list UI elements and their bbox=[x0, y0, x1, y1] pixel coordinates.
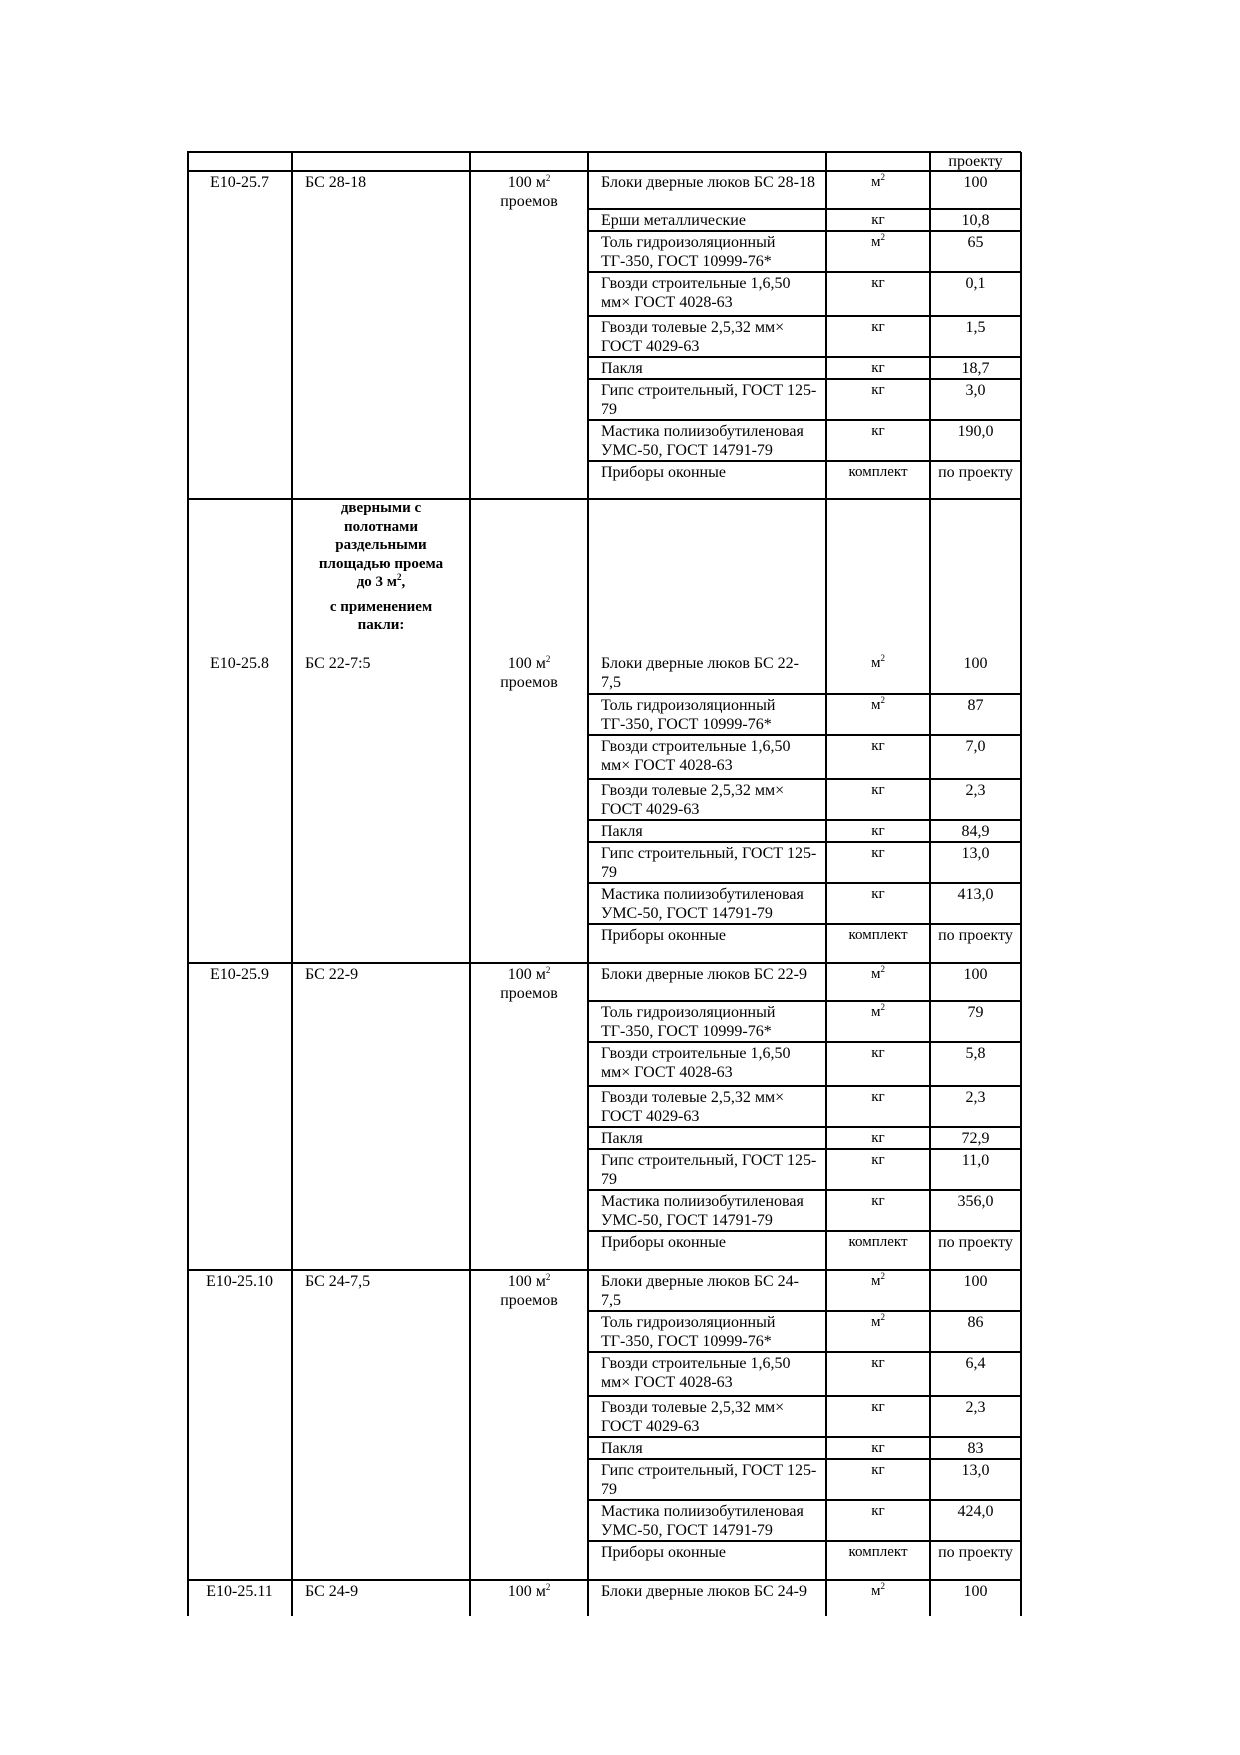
material-unit bbox=[826, 1437, 930, 1459]
material-unit-text: кг bbox=[871, 1440, 885, 1456]
material-qty-text: 3,0 bbox=[965, 382, 986, 399]
material-unit-text: м bbox=[871, 697, 881, 713]
material-qty-text: по проекту bbox=[938, 927, 1013, 944]
material-name bbox=[588, 1127, 826, 1149]
material-qty bbox=[930, 924, 1021, 963]
material-name bbox=[588, 1311, 826, 1352]
material-name-text: Гвозди строительные 1,6,50 мм× ГОСТ 4028-63 bbox=[601, 1045, 791, 1081]
column-divider bbox=[291, 152, 293, 1616]
material-unit bbox=[826, 820, 930, 842]
norm-code-text: Е10-25.11 bbox=[206, 1583, 273, 1600]
material-qty-text: 100 bbox=[963, 966, 988, 983]
column-divider bbox=[187, 152, 189, 1616]
material-name-text: Пакля bbox=[601, 823, 643, 840]
material-name bbox=[588, 924, 826, 963]
material-name bbox=[588, 231, 826, 272]
material-name-text: Мастика полиизобутиленовая УМС-50, ГОСТ 14791-79 bbox=[601, 1503, 804, 1539]
material-unit-text: кг bbox=[871, 1462, 885, 1478]
material-unit bbox=[826, 652, 930, 694]
material-qty bbox=[930, 1127, 1021, 1149]
heading-line: до 3 м bbox=[356, 574, 398, 590]
material-name bbox=[588, 1500, 826, 1541]
superscript: 2 bbox=[880, 1581, 885, 1591]
material-qty-text: 7,0 bbox=[965, 738, 986, 755]
material-unit bbox=[826, 1149, 930, 1190]
material-qty-text: 84,9 bbox=[961, 823, 990, 840]
material-name-text: Приборы оконные bbox=[601, 464, 726, 481]
material-qty-text: 11,0 bbox=[961, 1152, 990, 1169]
material-qty bbox=[930, 1352, 1021, 1396]
material-qty bbox=[930, 316, 1021, 357]
material-name bbox=[588, 272, 826, 316]
material-unit-text: м bbox=[871, 174, 881, 190]
brand-cell bbox=[292, 1270, 470, 1310]
material-unit bbox=[826, 694, 930, 735]
material-name-text: Блоки дверные люков БС 24-9 bbox=[601, 1583, 807, 1600]
material-name-text: Блоки дверные люков БС 24-7,5 bbox=[601, 1273, 799, 1309]
material-name bbox=[588, 1042, 826, 1086]
material-unit bbox=[826, 1459, 930, 1500]
material-unit-text: м bbox=[871, 1583, 881, 1599]
material-qty-text: 72,9 bbox=[961, 1130, 990, 1147]
norm-code bbox=[187, 963, 292, 1003]
material-name-text: Блоки дверные люков БС 22-7,5 bbox=[601, 655, 799, 691]
material-unit bbox=[826, 1396, 930, 1437]
material-name-text: Гвозди толевые 2,5,32 мм× ГОСТ 4029-63 bbox=[601, 1399, 785, 1435]
material-unit-text: м bbox=[871, 234, 881, 250]
material-name-text: Гипс строительный, ГОСТ 125-79 bbox=[601, 845, 817, 881]
unit-cell-text: 100 м bbox=[507, 174, 546, 191]
material-unit bbox=[826, 963, 930, 1001]
material-unit bbox=[826, 1541, 930, 1580]
material-unit bbox=[826, 1086, 930, 1127]
material-unit-text: кг bbox=[871, 275, 885, 291]
material-name bbox=[588, 1352, 826, 1396]
material-unit bbox=[826, 779, 930, 820]
material-qty bbox=[930, 272, 1021, 316]
material-name-text: Гвозди толевые 2,5,32 мм× ГОСТ 4029-63 bbox=[601, 782, 785, 818]
material-name bbox=[588, 842, 826, 883]
column-divider bbox=[469, 152, 471, 1616]
material-qty bbox=[930, 883, 1021, 924]
materials-table bbox=[187, 152, 1021, 1616]
norm-code-text: Е10-25.7 bbox=[209, 174, 270, 191]
material-name-text: Приборы оконные bbox=[601, 1544, 726, 1561]
brand-cell bbox=[292, 963, 470, 1003]
material-unit-text: комплект bbox=[848, 1234, 908, 1250]
unit-cell-subtext: проемов bbox=[500, 1292, 558, 1309]
material-unit-text: м bbox=[871, 1004, 881, 1020]
material-unit bbox=[826, 379, 930, 420]
material-unit-text: кг bbox=[871, 738, 885, 754]
material-unit-text: кг bbox=[871, 319, 885, 335]
material-name bbox=[588, 779, 826, 820]
material-name bbox=[588, 1541, 826, 1580]
material-unit bbox=[826, 1311, 930, 1352]
material-unit bbox=[826, 1270, 930, 1311]
heading-line: площадью проема bbox=[318, 555, 444, 572]
material-qty bbox=[930, 694, 1021, 735]
material-unit bbox=[826, 1500, 930, 1541]
norm-code bbox=[187, 1270, 292, 1310]
superscript: 2 bbox=[880, 1002, 885, 1012]
material-qty bbox=[930, 420, 1021, 461]
table-row bbox=[187, 152, 1021, 171]
brand-cell-text: БС 22-9 bbox=[305, 966, 359, 983]
material-unit-text: комплект bbox=[848, 927, 908, 943]
material-name bbox=[588, 883, 826, 924]
material-qty bbox=[930, 209, 1021, 231]
superscript: 2 bbox=[880, 1312, 885, 1322]
material-name bbox=[588, 1149, 826, 1190]
material-qty bbox=[930, 1149, 1021, 1190]
material-unit bbox=[826, 231, 930, 272]
unit-cell-subtext: проемов bbox=[500, 193, 558, 210]
material-qty-text: 79 bbox=[967, 1004, 984, 1021]
unit-cell bbox=[470, 963, 588, 1003]
material-name bbox=[588, 963, 826, 1001]
material-unit bbox=[826, 735, 930, 779]
material-name-text: Ерши металлические bbox=[601, 212, 746, 229]
material-name-text: Приборы оконные bbox=[601, 1234, 726, 1251]
unit-cell bbox=[470, 1580, 588, 1620]
superscript: 2 bbox=[880, 172, 885, 182]
material-name-text: Приборы оконные bbox=[601, 927, 726, 944]
material-qty bbox=[930, 1190, 1021, 1231]
material-qty bbox=[930, 820, 1021, 842]
material-name bbox=[588, 1396, 826, 1437]
material-name bbox=[588, 1270, 826, 1311]
material-qty bbox=[930, 231, 1021, 272]
material-unit-text: кг bbox=[871, 845, 885, 861]
material-qty bbox=[930, 171, 1021, 209]
section-heading bbox=[292, 499, 470, 635]
material-name bbox=[588, 820, 826, 842]
material-qty-text: 190,0 bbox=[957, 423, 994, 440]
material-qty-text: 424,0 bbox=[957, 1503, 994, 1520]
material-unit-text: м bbox=[871, 1314, 881, 1330]
material-name-text: Толь гидроизоляционный ТГ-350, ГОСТ 10999-76* bbox=[601, 234, 776, 270]
material-qty-text: 100 bbox=[963, 1273, 988, 1290]
unit-cell-subtext: проемов bbox=[500, 674, 558, 691]
unit-cell-text: 100 м bbox=[507, 1583, 546, 1600]
material-qty-text: 5,8 bbox=[965, 1045, 986, 1062]
superscript: 2 bbox=[397, 572, 402, 582]
material-name-text: Пакля bbox=[601, 1130, 643, 1147]
material-qty bbox=[930, 842, 1021, 883]
material-name bbox=[588, 694, 826, 735]
material-name-text: Гипс строительный, ГОСТ 125-79 bbox=[601, 382, 817, 418]
material-qty-text: 100 bbox=[963, 174, 988, 191]
material-name bbox=[588, 420, 826, 461]
material-unit bbox=[826, 357, 930, 379]
material-name bbox=[588, 171, 826, 209]
heading-line: с применением bbox=[329, 598, 433, 615]
material-name-text: Мастика полиизобутиленовая УМС-50, ГОСТ 14791-79 bbox=[601, 1193, 804, 1229]
material-unit-text: кг bbox=[871, 886, 885, 902]
material-unit-text: кг bbox=[871, 1152, 885, 1168]
material-name-text: Гвозди строительные 1,6,50 мм× ГОСТ 4028-63 bbox=[601, 275, 791, 311]
unit-cell bbox=[470, 1270, 588, 1310]
material-unit bbox=[826, 1190, 930, 1231]
material-unit-text: комплект bbox=[848, 464, 908, 480]
brand-cell-text: БС 24-7,5 bbox=[305, 1273, 371, 1290]
material-qty-text: 65 bbox=[967, 234, 984, 251]
material-qty bbox=[930, 1270, 1021, 1311]
material-name-text: Мастика полиизобутиленовая УМС-50, ГОСТ 14791-79 bbox=[601, 886, 804, 922]
norm-code bbox=[187, 652, 292, 692]
norm-code-text: Е10-25.9 bbox=[209, 966, 270, 983]
material-name-text: Толь гидроизоляционный ТГ-350, ГОСТ 10999-76* bbox=[601, 1314, 776, 1350]
brand-cell-text: БС 24-9 bbox=[305, 1583, 359, 1600]
material-qty bbox=[930, 963, 1021, 1001]
material-name bbox=[588, 1580, 826, 1598]
superscript: 2 bbox=[545, 1582, 551, 1592]
norm-code bbox=[187, 1580, 292, 1620]
material-qty-text: 13,0 bbox=[961, 1462, 990, 1479]
material-qty bbox=[930, 1580, 1021, 1598]
material-unit bbox=[826, 316, 930, 357]
brand-cell bbox=[292, 652, 470, 692]
material-name-text: Гипс строительный, ГОСТ 125-79 bbox=[601, 1152, 817, 1188]
material-name bbox=[588, 357, 826, 379]
material-qty-text: 6,4 bbox=[965, 1355, 986, 1372]
material-qty bbox=[930, 1541, 1021, 1580]
material-name-text: Блоки дверные люков БС 28-18 bbox=[601, 174, 815, 191]
material-name bbox=[588, 1437, 826, 1459]
material-qty bbox=[930, 1500, 1021, 1541]
heading-line: дверными с bbox=[340, 500, 422, 516]
superscript: 2 bbox=[880, 232, 885, 242]
material-qty bbox=[930, 461, 1021, 500]
material-name bbox=[588, 461, 826, 500]
material-name-text: Гвозди строительные 1,6,50 мм× ГОСТ 4028-63 bbox=[601, 1355, 791, 1391]
unit-cell-text: 100 м bbox=[507, 655, 546, 672]
material-qty bbox=[930, 1086, 1021, 1127]
material-name-text: Пакля bbox=[601, 1440, 643, 1457]
material-name-text: Гипс строительный, ГОСТ 125-79 bbox=[601, 1462, 817, 1498]
material-unit-text: кг bbox=[871, 1130, 885, 1146]
material-name-text: Мастика полиизобутиленовая УМС-50, ГОСТ 14791-79 bbox=[601, 423, 804, 459]
material-unit-text: м bbox=[871, 966, 881, 982]
material-unit bbox=[826, 924, 930, 963]
material-qty bbox=[930, 1437, 1021, 1459]
superscript: 2 bbox=[880, 695, 885, 705]
material-qty-text: 10,8 bbox=[961, 212, 990, 229]
material-unit bbox=[826, 1580, 930, 1598]
heading-punct: , bbox=[401, 574, 406, 590]
material-qty bbox=[930, 1459, 1021, 1500]
unit-cell-subtext: проемов bbox=[500, 985, 558, 1002]
superscript: 2 bbox=[880, 964, 885, 974]
norm-code bbox=[187, 171, 292, 211]
material-qty-text: по проекту bbox=[938, 1234, 1013, 1251]
material-unit bbox=[826, 883, 930, 924]
unit-cell-text: 100 м bbox=[507, 1273, 546, 1290]
material-unit bbox=[826, 1352, 930, 1396]
material-name bbox=[588, 209, 826, 231]
material-qty bbox=[930, 779, 1021, 820]
material-unit-text: кг bbox=[871, 782, 885, 798]
material-qty bbox=[930, 1042, 1021, 1086]
material-name-text: Гвозди толевые 2,5,32 мм× ГОСТ 4029-63 bbox=[601, 1089, 785, 1125]
superscript: 2 bbox=[545, 965, 551, 975]
material-unit bbox=[826, 209, 930, 231]
brand-cell bbox=[292, 1580, 470, 1620]
superscript: 2 bbox=[545, 654, 551, 664]
unit-cell bbox=[470, 171, 588, 211]
qty-cell: проекту bbox=[948, 153, 1003, 170]
material-qty bbox=[930, 357, 1021, 379]
material-qty-text: 87 bbox=[967, 697, 984, 714]
material-unit bbox=[826, 1127, 930, 1149]
material-name-text: Толь гидроизоляционный ТГ-350, ГОСТ 10999-76* bbox=[601, 1004, 776, 1040]
material-unit bbox=[826, 842, 930, 883]
material-qty-text: по проекту bbox=[938, 1544, 1013, 1561]
material-name bbox=[588, 1190, 826, 1231]
material-name-text: Толь гидроизоляционный ТГ-350, ГОСТ 10999-76* bbox=[601, 697, 776, 733]
brand-cell-text: БС 28-18 bbox=[305, 174, 367, 191]
material-name bbox=[588, 1459, 826, 1500]
heading-line: полотнами bbox=[343, 518, 419, 535]
material-qty bbox=[930, 1231, 1021, 1270]
material-unit-text: м bbox=[871, 655, 881, 671]
material-name bbox=[588, 735, 826, 779]
material-unit-text: кг bbox=[871, 823, 885, 839]
norm-code-text: Е10-25.10 bbox=[205, 1273, 274, 1290]
material-unit bbox=[826, 420, 930, 461]
material-qty bbox=[930, 1311, 1021, 1352]
material-qty-text: 100 bbox=[963, 1583, 988, 1600]
brand-cell bbox=[292, 171, 470, 211]
superscript: 2 bbox=[880, 1271, 885, 1281]
material-unit-text: кг bbox=[871, 1045, 885, 1061]
material-qty bbox=[930, 1001, 1021, 1042]
row-divider bbox=[187, 151, 1021, 153]
material-qty-text: 2,3 bbox=[965, 782, 986, 799]
material-qty-text: 83 bbox=[967, 1440, 984, 1457]
material-name bbox=[588, 316, 826, 357]
material-name-text: Пакля bbox=[601, 360, 643, 377]
material-name bbox=[588, 652, 826, 694]
material-qty-text: по проекту bbox=[938, 464, 1013, 481]
material-qty-text: 1,5 bbox=[965, 319, 986, 336]
unit-cell-text: 100 м bbox=[507, 966, 546, 983]
unit-cell bbox=[470, 652, 588, 692]
material-unit bbox=[826, 171, 930, 209]
material-qty bbox=[930, 1396, 1021, 1437]
material-qty bbox=[930, 379, 1021, 420]
material-qty bbox=[930, 735, 1021, 779]
brand-cell-text: БС 22-7:5 bbox=[305, 655, 371, 672]
material-qty-text: 86 bbox=[967, 1314, 984, 1331]
material-qty-text: 2,3 bbox=[965, 1089, 986, 1106]
heading-line: раздельными bbox=[335, 537, 427, 553]
material-unit-text: кг bbox=[871, 1193, 885, 1209]
material-qty-text: 356,0 bbox=[957, 1193, 994, 1210]
heading-line: пакли: bbox=[357, 617, 405, 633]
material-qty bbox=[930, 652, 1021, 694]
material-unit-text: кг bbox=[871, 423, 885, 439]
material-qty-text: 2,3 bbox=[965, 1399, 986, 1416]
material-qty-text: 100 bbox=[963, 655, 988, 672]
material-qty-text: 13,0 bbox=[961, 845, 990, 862]
material-unit-text: кг bbox=[871, 1355, 885, 1371]
material-unit bbox=[826, 1042, 930, 1086]
material-name bbox=[588, 1001, 826, 1042]
material-unit bbox=[826, 461, 930, 500]
material-qty-text: 18,7 bbox=[961, 360, 990, 377]
norm-code-text: Е10-25.8 bbox=[209, 655, 270, 672]
material-unit bbox=[826, 1231, 930, 1270]
material-unit-text: кг bbox=[871, 1503, 885, 1519]
material-unit-text: м bbox=[871, 1273, 881, 1289]
material-unit-text: кг bbox=[871, 1089, 885, 1105]
material-name bbox=[588, 379, 826, 420]
material-unit bbox=[826, 1001, 930, 1042]
superscript: 2 bbox=[545, 1272, 551, 1282]
material-unit-text: кг bbox=[871, 1399, 885, 1415]
material-name-text: Гвозди толевые 2,5,32 мм× ГОСТ 4029-63 bbox=[601, 319, 785, 355]
material-unit-text: кг bbox=[871, 360, 885, 376]
material-name-text: Блоки дверные люков БС 22-9 bbox=[601, 966, 807, 983]
material-unit-text: кг bbox=[871, 382, 885, 398]
material-name bbox=[588, 1231, 826, 1270]
superscript: 2 bbox=[880, 653, 885, 663]
material-qty-text: 413,0 bbox=[957, 886, 994, 903]
superscript: 2 bbox=[545, 173, 551, 183]
material-unit-text: кг bbox=[871, 212, 885, 228]
material-name-text: Гвозди строительные 1,6,50 мм× ГОСТ 4028-63 bbox=[601, 738, 791, 774]
material-name bbox=[588, 1086, 826, 1127]
material-unit bbox=[826, 272, 930, 316]
material-unit-text: комплект bbox=[848, 1544, 908, 1560]
material-qty-text: 0,1 bbox=[965, 275, 986, 292]
